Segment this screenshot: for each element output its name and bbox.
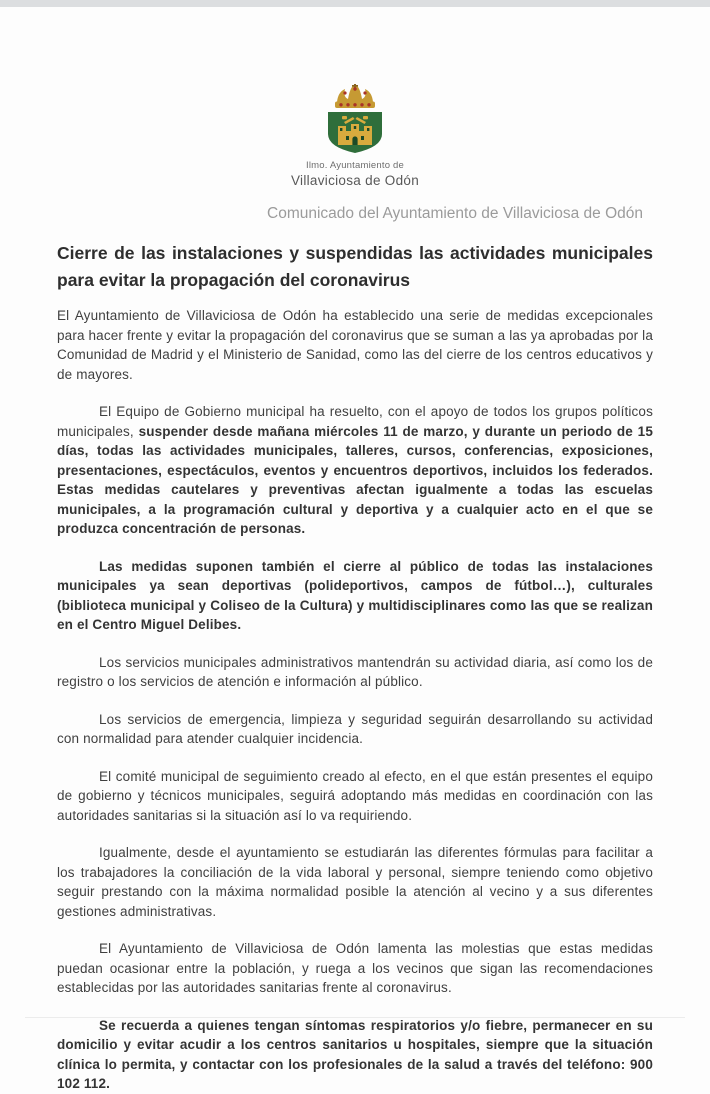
document-page — [0, 7, 710, 1091]
municipal-logo — [57, 7, 653, 188]
logo-caption-line1: Ilmo. Ayuntamiento de — [305, 160, 405, 171]
paragraph — [57, 710, 653, 749]
paragraph-text: El Equipo de Gobierno municipal ha resuelto, con el apoyo de todos los grupos políticos municipales, — [57, 404, 653, 439]
paragraph-text-bold: Las medidas suponen también el cierre al público de todas las instalaciones municipales ya sean deportivas (polideportivos, campos de fútbol…), culturales (biblioteca municipal y Coliseo de la Cultura) y multidisciplinares como las que se realizan en el Centro Miguel Delibes. — [57, 558, 653, 632]
paragraph — [57, 843, 653, 921]
paragraph — [57, 557, 653, 635]
paragraph — [57, 939, 653, 998]
paragraph-text: El Ayuntamiento de Villaviciosa de Odón lamenta las molestias que estas medidas puedan ocasionar entre la población, y ruega a los vecinos que sigan las recomendaciones establecidas por las autoridades sanitarias frente al coronavirus. — [57, 941, 653, 995]
paragraph-text-bold: suspender desde mañana miércoles 11 de marzo, y durante un periodo de 15 días, todas las actividades municipales, talleres, cursos, conferencias, exposiciones, presentaciones, espectáculos, eventos y encuentros deportivos, incluidos los federados. Estas medidas cautelares y preventivas afectan igualmente a todas las escuelas municipales, a la programación cultural y deportiva y a cualquier acto en el que se produzca concentración de personas. — [57, 423, 653, 536]
paragraph — [57, 1016, 653, 1094]
page-title: Cierre de las instalaciones y suspendidas las actividades municipales para evitar la propagación del coronavirus — [57, 243, 653, 290]
paragraph — [57, 653, 653, 692]
logo-caption-line2: Villaviciosa de Odón — [290, 173, 420, 188]
paragraph-text: El comité municipal de seguimiento creado al efecto, en el que están presentes el equipo de gobierno y técnicos municipales, seguirá adoptando más medidas en coordinación con las autoridades sanitarias si la situación así lo va requiriendo. — [57, 768, 653, 823]
window-top-bar — [0, 0, 710, 7]
paragraph — [57, 306, 653, 384]
paragraph — [57, 402, 653, 539]
paragraph-text-bold: Se recuerda a quienes tengan síntomas respiratorios y/o fiebre, permanecer en su domicilio y evitar acudir a los centros sanitarios u hospitales, siempre que la situación clínica lo permita, y contactar con los profesionales de la salud a través del teléfono: 900 102 112. — [57, 1017, 653, 1091]
coat-of-arms-icon — [324, 81, 386, 153]
paragraph-text: El Ayuntamiento de Villaviciosa de Odón ha establecido una serie de medidas excepcionales para hacer frente y evitar la propagación del coronavirus que se suman a las ya aprobadas por la Comunidad de Madrid y el Ministerio de Sanidad, como las del cierre de los centros educativos y de mayores. — [57, 308, 653, 382]
paragraph-list — [57, 306, 653, 1094]
paragraph-text: Los servicios municipales administrativos mantendrán su actividad diaria, así como los de registro o los servicios de atención e información al público. — [57, 654, 653, 689]
paragraph-text: Igualmente, desde el ayuntamiento se estudiarán las diferentes fórmulas para facilitar a los trabajadores la conciliación de la vida laboral y personal, siempre teniendo como objetivo seguir prestando con la máxima normalidad posible la atención al vecino y a sus diferentes gestiones administrativas. — [57, 845, 653, 919]
communique-subtitle: Comunicado del Ayuntamiento de Villaviciosa de Odón — [267, 205, 643, 222]
paragraph-text: Los servicios de emergencia, limpieza y seguridad seguirán desarrollando su actividad con normalidad para atender cualquier incidencia. — [57, 711, 653, 746]
paragraph — [57, 767, 653, 826]
page-bottom-edge — [25, 1017, 685, 1018]
